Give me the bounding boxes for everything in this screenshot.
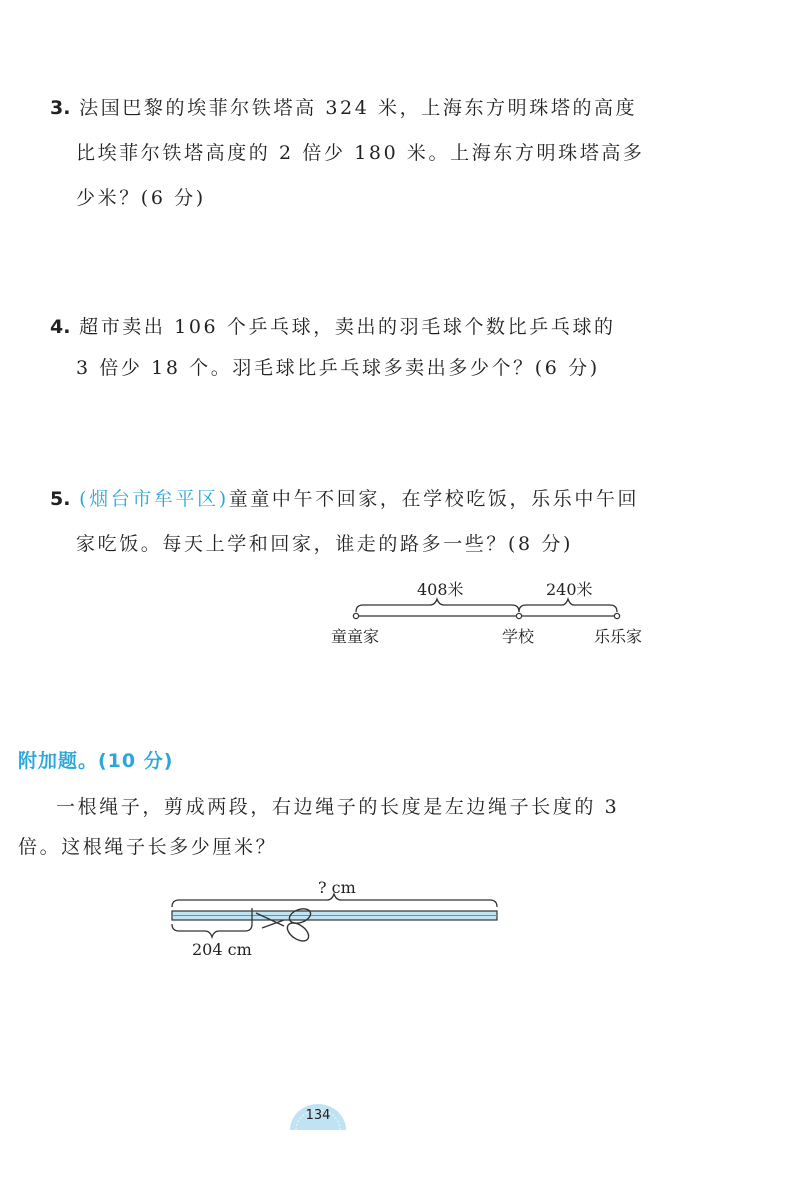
bonus-line1: 一根绳子，剪成两段，右边绳子的长度是左边绳子长度的 3 bbox=[56, 796, 620, 818]
rope-left-label: 204 cm bbox=[192, 940, 252, 959]
page-number: 134 bbox=[305, 1108, 331, 1123]
page-number-badge bbox=[288, 1102, 348, 1132]
q5-line2: 家吃饭。每天上学和回家，谁走的路多一些？(8 分) bbox=[76, 533, 573, 555]
q3-line3: 少米？(6 分) bbox=[76, 187, 206, 209]
q4-line2: 3 倍少 18 个。羽毛球比乒乓球多卖出多少个？(6 分) bbox=[76, 357, 600, 379]
q5-text-1: 童童中午不回家，在学校吃饭，乐乐中午回 bbox=[228, 488, 640, 510]
q5-label-tongtong-home: 童童家 bbox=[331, 627, 380, 646]
q5-region-tag: (烟台市牟平区) bbox=[79, 488, 229, 510]
q5-label-408: 408米 bbox=[417, 580, 464, 599]
bonus-line2: 倍。这根绳子长多少厘米？ bbox=[18, 836, 278, 858]
rope-left-brace bbox=[172, 924, 252, 937]
q3-text-1: 法国巴黎的埃菲尔铁塔高 324 米，上海东方明珠塔的高度 bbox=[79, 97, 638, 119]
q3-line2: 比埃菲尔铁塔高度的 2 倍少 180 米。上海东方明珠塔高多 bbox=[76, 142, 645, 164]
q5-number: 5. bbox=[50, 488, 71, 510]
q5-label-school: 学校 bbox=[502, 627, 535, 646]
q4-text-1: 超市卖出 106 个乒乓球，卖出的羽毛球个数比乒乓球的 bbox=[79, 316, 616, 338]
q5-label-240: 240米 bbox=[546, 580, 593, 599]
q5-label-lele-home: 乐乐家 bbox=[594, 627, 643, 646]
q3-number: 3. bbox=[50, 97, 71, 119]
bonus-title: 附加题。(10 分) bbox=[18, 750, 174, 772]
q4-number: 4. bbox=[50, 316, 71, 338]
rope-total-label: ? cm bbox=[318, 878, 356, 897]
